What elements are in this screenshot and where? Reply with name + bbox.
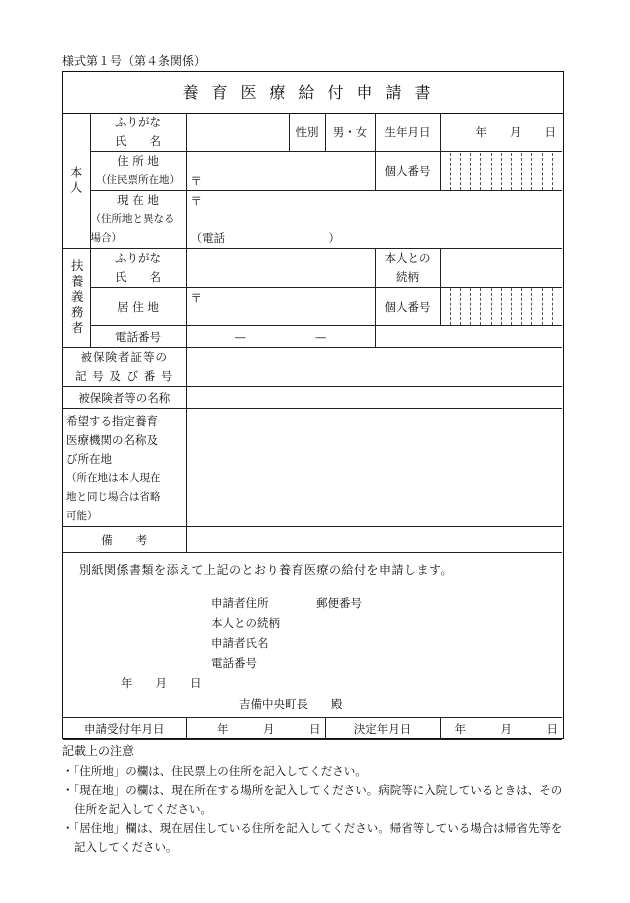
guardian-phone-filler — [375, 326, 562, 348]
applicant-name-label: 申請者氏名 — [211, 636, 269, 650]
application-form — [62, 71, 564, 739]
applicant-phone-label: 電話番号 — [211, 656, 257, 670]
guardian-group-label: 扶養義務者 — [63, 249, 90, 348]
person-name-label: ふりがな 氏 名 — [90, 113, 186, 152]
decided-date-label: 決定年月日 — [325, 718, 440, 740]
guardian-personal-number-label: 個人番号 — [375, 288, 440, 326]
address-label: 住 所 地 （住民票所在地） — [90, 152, 186, 191]
facility-label: 希望する指定養育 医療機関の名称及 び所在地 （所在地は本人現在 地と同じ場合は省略 可能） — [63, 409, 186, 527]
relation-label: 本人との 続柄 — [375, 249, 440, 288]
postal-code-label: 郵便番号 — [316, 596, 362, 610]
personal-number-boxes[interactable] — [440, 152, 562, 191]
insurance-card-label: 被保険者証等の 記 号 及 び 番 号 — [63, 348, 186, 387]
addressee: 吉備中央町長 殿 — [239, 697, 343, 711]
sex-label: 性別 — [289, 113, 325, 152]
note-item: ・「現在地」の欄は、現在所在する場所を記入してください。病院等に入院しているときは、その住所を記入してください。 — [62, 783, 563, 816]
address-field[interactable] — [186, 152, 375, 191]
person-group-label: 本人 — [63, 113, 90, 249]
declaration-section — [63, 553, 562, 718]
guardian-phone-field[interactable]: — — — [186, 326, 375, 348]
received-date-label: 申請受付年月日 — [63, 718, 186, 740]
relation-text-label: 本人との続柄 — [211, 616, 280, 630]
current-location-field[interactable] — [186, 191, 562, 249]
birth-date-field[interactable]: 年 月 日 — [440, 113, 562, 152]
residence-field[interactable] — [186, 288, 375, 326]
note-item: ・「居住地」欄は、現在居住している住所を記入してください。帰省等している場合は帰省先等を記入してください。 — [62, 821, 563, 854]
phone-inline: （電話 ） — [190, 231, 340, 245]
form-title: 養育医療給付申請書 — [63, 72, 563, 114]
applicant-address-label: 申請者住所 — [211, 596, 269, 610]
remarks-field[interactable] — [186, 527, 562, 553]
guardian-phone-label: 電話番号 — [90, 326, 186, 348]
birth-date-label: 生年月日 — [375, 113, 440, 152]
insurance-card-field[interactable] — [186, 348, 562, 387]
note-item: ・「住所地」の欄は、住民票上の住所を記入してください。 — [62, 764, 367, 778]
insurer-name-field[interactable] — [186, 387, 562, 409]
postal-mark: 〒 — [190, 194, 202, 208]
form-grid — [63, 113, 562, 740]
guardian-personal-number-boxes[interactable] — [440, 288, 562, 326]
guardian-name-label: ふりがな 氏 名 — [90, 249, 186, 288]
remarks-label: 備 考 — [63, 527, 186, 553]
declaration-date[interactable]: 年 月 日 — [121, 676, 202, 690]
residence-label: 居 住 地 — [90, 288, 186, 326]
guardian-name-field[interactable] — [186, 249, 375, 288]
received-date-field[interactable]: 年 月 日 — [186, 718, 325, 740]
current-location-label: 現 在 地 （住所地と異なる 場合） — [90, 191, 186, 249]
postal-mark: 〒 — [190, 291, 202, 305]
insurer-name-label: 被保険者等の名称 — [63, 387, 186, 409]
personal-number-label: 個人番号 — [375, 152, 440, 191]
declaration-text: 別紙関係書類を添えて上記のとおり養育医療の給付を申請します。 — [79, 563, 454, 577]
notes-list — [62, 762, 572, 857]
sex-options[interactable]: 男・女 — [325, 113, 375, 152]
postal-mark: 〒 — [190, 174, 202, 188]
decided-date-field[interactable]: 年 月 日 — [440, 718, 562, 740]
notes-heading: 記載上の注意 — [62, 744, 135, 758]
facility-field[interactable] — [186, 409, 562, 527]
relation-field[interactable] — [440, 249, 562, 288]
person-name-field[interactable] — [186, 113, 289, 152]
form-number: 様式第１号（第４条関係） — [62, 54, 207, 68]
